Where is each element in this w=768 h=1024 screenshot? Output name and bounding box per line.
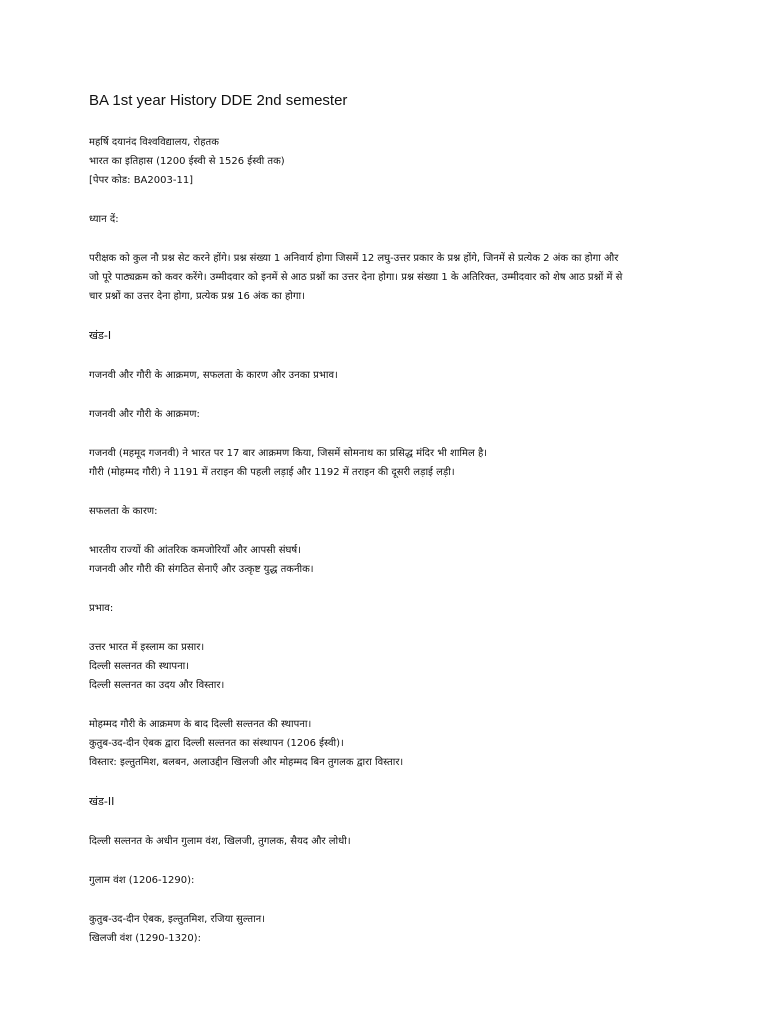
- effects-list: [89, 638, 689, 695]
- effects-label: प्रभाव:: [89, 603, 114, 614]
- invasions-list: [89, 444, 689, 482]
- invasion-item: गौरी (मोहम्मद गौरी) ने 1191 में तराइन की पहली लड़ाई और 1192 में तराइन की दूसरी लड़ाई लड़ी।: [89, 467, 455, 478]
- instruction-line: परीक्षक को कुल नौ प्रश्न सेट करने होंगे। प्रश्न संख्या 1 अनिवार्य होगा जिसमें 12 लघु-उत्तर प्रकार के प्रश्न होंगे, जिनमें से प्रत्येक 2 अंक का होगा और: [89, 253, 619, 264]
- invasions-label: गजनवी और गौरी के आक्रमण:: [89, 409, 200, 420]
- document-body: [89, 89, 689, 948]
- sultanate-item: मोहम्मद गौरी के आक्रमण के बाद दिल्ली सल्तनत की स्थापना।: [89, 719, 312, 730]
- sultanate-list: [89, 715, 689, 772]
- reasons-list: [89, 541, 689, 579]
- slave-dynasty-rulers: कुतुब-उद-दीन ऐबक, इल्तुतमिश, रजिया सुल्तान।: [89, 914, 266, 925]
- section-heading-1: खंड-I: [89, 329, 112, 342]
- instructions: [89, 249, 689, 306]
- section2-topic: दिल्ली सल्तनत के अधीन गुलाम वंश, खिलजी, तुगलक, सैयद और लोधी।: [89, 836, 351, 847]
- dynasty-list: [89, 910, 689, 948]
- sultanate-item: कुतुब-उद-दीन ऐबक द्वारा दिल्ली सल्तनत का संस्थापन (1206 ईस्वी)।: [89, 738, 344, 749]
- section-heading-2: खंड-II: [89, 795, 115, 808]
- effect-item: दिल्ली सल्तनत की स्थापना।: [89, 661, 190, 672]
- university-name: महर्षि दयानंद विश्वविद्यालय, रोहतक: [89, 137, 219, 148]
- note-label: ध्यान दें:: [89, 214, 119, 225]
- document-title: BA 1st year History DDE 2nd semester: [89, 92, 348, 109]
- section1-topic: गजनवी और गौरी के आक्रमण, सफलता के कारण और उनका प्रभाव।: [89, 370, 338, 381]
- course-title: भारत का इतिहास (1200 ईस्वी से 1526 ईस्वी तक): [89, 156, 285, 167]
- instruction-line: चार प्रश्नों का उत्तर देना होगा, प्रत्येक प्रश्न 16 अंक का होगा।: [89, 291, 305, 302]
- paper-code: [पेपर कोड: BA2003-11]: [89, 175, 194, 186]
- effect-item: दिल्ली सल्तनत का उदय और विस्तार।: [89, 680, 225, 691]
- khilji-dynasty-label: खिलजी वंश (1290-1320):: [89, 933, 201, 944]
- effect-item: उत्तर भारत में इस्लाम का प्रसार।: [89, 642, 205, 653]
- instruction-line: जो पूरे पाठ्यक्रम को कवर करेंगे। उम्मीदवार को इनमें से आठ प्रश्नों का उत्तर देना होगा। प्रश्न संख्या 1 के अतिरिक्त, उम्मीदवार को शेष आठ प्रश्नों में से: [89, 272, 623, 283]
- header-block: [89, 133, 689, 190]
- sultanate-item: विस्तार: इल्तुतमिश, बलबन, अलाउद्दीन खिलजी और मोहम्मद बिन तुगलक द्वारा विस्तार।: [89, 757, 404, 768]
- reason-item: भारतीय राज्यों की आंतरिक कमजोरियाँ और आपसी संघर्ष।: [89, 545, 301, 556]
- reasons-label: सफलता के कारण:: [89, 506, 158, 517]
- reason-item: गजनवी और गौरी की संगठित सेनाएँ और उत्कृष्ट युद्ध तकनीक।: [89, 564, 314, 575]
- invasion-item: गजनवी (महमूद गजनवी) ने भारत पर 17 बार आक्रमण किया, जिसमें सोमनाथ का प्रसिद्ध मंदिर भी शामिल है।: [89, 448, 488, 459]
- slave-dynasty-label: गुलाम वंश (1206-1290):: [89, 875, 195, 886]
